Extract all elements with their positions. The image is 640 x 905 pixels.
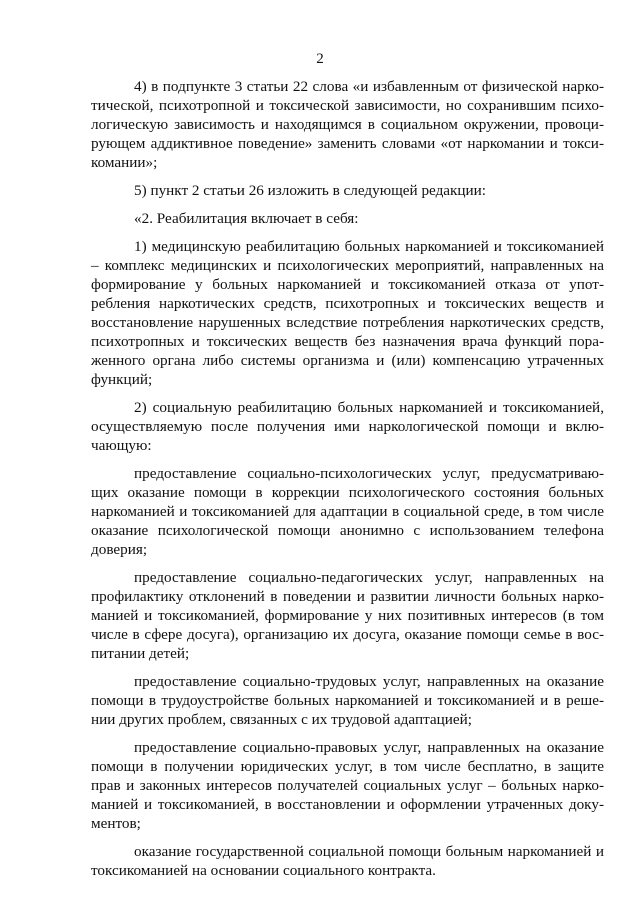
paragraph-amendment-4: 4) в подпункте 3 статьи 22 слова «и избавленным от физической наркотической, психотропной и токсической зависимости, но сохранившим психологическую зависимость и находящимся в социальном окружении, провоцирующем аддиктивное поведение» заменить словами «от наркомании и токсикомании»; — [91, 78, 604, 171]
paragraph-state-assistance: оказание государственной социальной помощи больным наркоманией и токсикоманией на основании социального контракта. — [91, 843, 604, 879]
paragraph-social-rehabilitation: 2) социальную реабилитацию больных наркоманией и токсикоманией, осуществляемую после получения ими наркологической помощи и включающую: — [91, 399, 604, 454]
page-number: 2 — [316, 51, 324, 67]
paragraph-labor-services: предоставление социально-трудовых услуг, направленных на оказание помощи в трудоустройстве больных наркоманией и токсикоманией и в решении других проблем, связанных с их трудовой адаптацией; — [91, 673, 604, 728]
paragraph-amendment-5: 5) пункт 2 статьи 26 изложить в следующей редакции: — [134, 182, 487, 199]
paragraph-pedagogical-services: предоставление социально-педагогических услуг, направленных на профилактику отклонений в поведении и развитии личности больных наркоманией и токсикоманией, формирование у них позитивных интересов (в том числе в сфере досуга), организацию их досуга, оказание помощи семье в воспитании детей; — [91, 569, 604, 662]
document-body — [91, 77, 604, 889]
paragraph-medical-rehabilitation: 1) медицинскую реабилитацию больных наркоманией и токсикоманией – комплекс медицинских и психологических мероприятий, направленных на формирование у больных наркоманией и токсикоманией отказа от употребления наркотических средств, психотропных и токсических веществ и восстановление нарушенных вследствие потребления наркотических средств, психотропных и токсических веществ без назначения врача функций пораженного органа либо системы организма и (или) компенсацию утраченных функций; — [91, 238, 604, 388]
paragraph-rehabilitation-intro: «2. Реабилитация включает в себя: — [134, 210, 359, 227]
paragraph-psychological-services: предоставление социально-психологических услуг, предусматривающих оказание помощи в коррекции психологического состояния больных наркоманией и токсикоманией для адаптации в социальной среде, в том числе оказание психологической помощи анонимно с использованием телефона доверия; — [91, 465, 604, 558]
paragraph-legal-services: предоставление социально-правовых услуг, направленных на оказание помощи в получении юридических услуг, в том числе бесплатно, в защите прав и законных интересов получателей социальных услуг – больных наркоманией и токсикоманией, в восстановлении и оформлении утраченных документов; — [91, 739, 604, 832]
